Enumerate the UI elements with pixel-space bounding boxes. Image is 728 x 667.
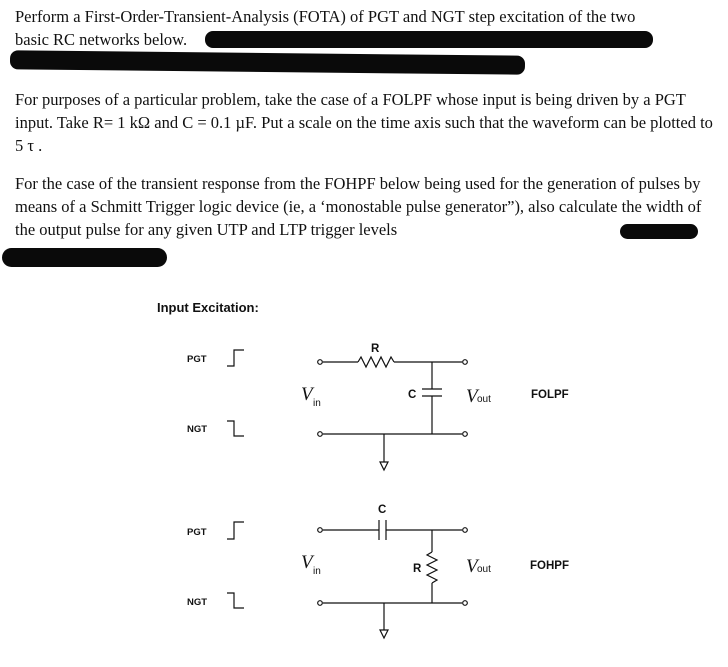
ngt-label: NGT [187,424,208,435]
capacitor-label: C [408,389,417,401]
problem-paragraph: For purposes of a particular problem, take the case of a FOLPF whose input is being driven by a PGT input. Take R= 1 kΩ and C = 0.1 µF. Put a scale on the time axis such that the waveform can be plotted to 5 τ . [15,90,713,155]
intro-text-line1: Perform a First-Order-Transient-Analysis (FOTA) of PGT and NGT step excitation of the two [15,7,636,26]
pgt-label: PGT [187,354,207,365]
ground-symbol [380,462,388,470]
input-terminal [318,528,323,533]
vin-label: V [301,552,313,573]
resistor-symbol [358,357,394,367]
vin-subscript: in [313,566,321,577]
filter-name: FOHPF [530,560,569,572]
input-excitation-heading: Input Excitation: [157,300,259,315]
filter-name: FOLPF [531,389,569,401]
ngt-label: NGT [187,597,208,608]
vout-subscript: out [477,394,491,405]
resistor-label: R [413,563,422,575]
capacitor-label: C [378,504,387,516]
vout-label: V [466,556,478,577]
output-terminal [463,360,468,365]
vin-label: V [301,384,313,405]
input-terminal [318,601,323,606]
output-terminal [463,528,468,533]
resistor-symbol [427,552,437,583]
input-terminal [318,432,323,437]
resistor-label: R [371,343,380,355]
output-terminal [463,432,468,437]
vin-subscript: in [313,398,321,409]
intro-text-line2: basic RC networks below. [15,30,188,49]
ngt-step-icon [227,421,244,436]
ngt-step-icon [227,593,244,608]
schmitt-paragraph: For the case of the transient response from the FOHPF below being used for the generation of pulses by means of a Schmitt Trigger logic device (ie, a ‘monostable pulse generator”), also calculate the width of the output pulse for any given UTP and LTP trigger levels [15,174,702,239]
output-terminal [463,601,468,606]
pgt-step-icon [227,350,244,366]
vout-subscript: out [477,564,491,575]
input-terminal [318,360,323,365]
vout-label: V [466,386,478,407]
pgt-label: PGT [187,527,207,538]
ground-symbol [380,630,388,638]
pgt-step-icon [227,522,244,539]
